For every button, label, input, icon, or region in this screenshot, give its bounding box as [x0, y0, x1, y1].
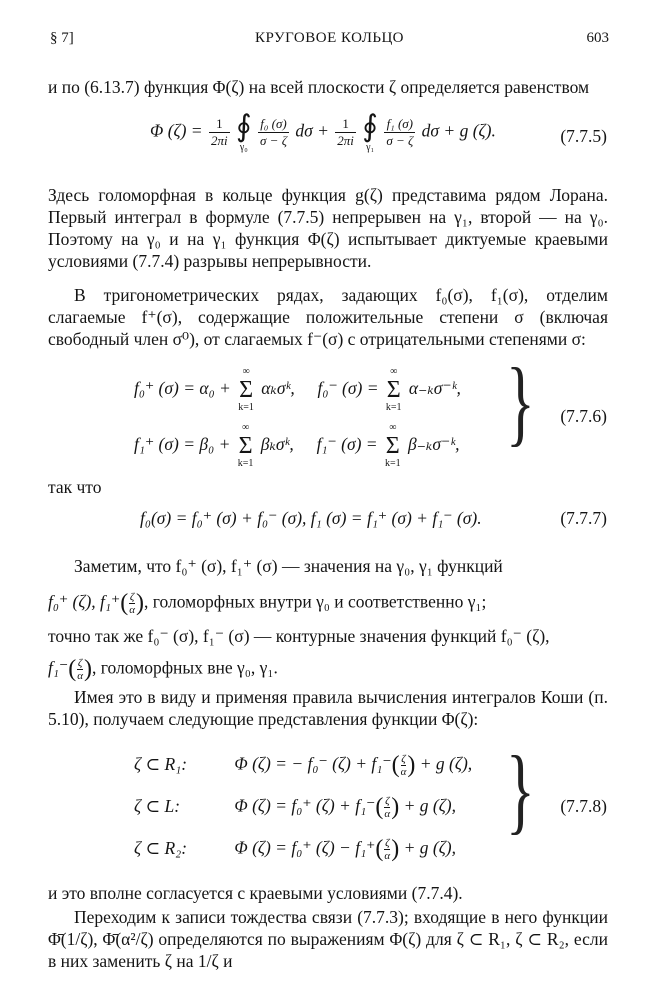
denominator: α — [77, 670, 83, 682]
paragraph-note-line1: Заметим, что f₀⁺ (σ), f₁⁺ (σ) — значения на γ₀, γ₁ функций — [74, 556, 503, 576]
eq-term: f₀⁻ (σ) = — [317, 378, 379, 399]
equation-7-7-8-line1: ζ ⊂ R₁: Φ (ζ) = − f₀⁻ (ζ) + f₁⁻( $\frac{\zeta}{\alpha}) + g$ (ζ), — [134, 752, 473, 778]
fraction-zeta-alpha — [129, 591, 135, 616]
page-number: 603 — [586, 30, 609, 46]
fraction-zeta-alpha — [401, 753, 407, 778]
fraction-zeta-alpha — [384, 795, 390, 820]
eq-term: f₁⁻ (σ) = — [316, 434, 378, 455]
eq-term: f₁⁺ (σ) = β₀ + — [134, 434, 231, 455]
eq-term: αₖσᵏ, — [261, 378, 295, 399]
fraction — [258, 116, 289, 149]
sum-operator — [238, 366, 254, 414]
contour-label: γ₁ — [366, 142, 375, 153]
numerator: f₀ (σ) — [258, 116, 289, 133]
fraction — [384, 116, 415, 149]
sigma: Σ — [239, 377, 254, 403]
paragraph-note-line2: f₀⁺ (ζ), f₁⁺( $\frac{\zeta}{\alpha}$), голоморфных внутри γ₀ и соответственно γ₁; — [48, 590, 487, 616]
sum-lower: k=1 — [385, 402, 402, 413]
sum-lower: k=1 — [238, 402, 254, 413]
equation-7-7-8-line3: ζ ⊂ R₂: Φ (ζ) = f₀⁺ (ζ) − f₁⁺( $\frac{\zeta}{\alpha}) + g$ (ζ), — [134, 836, 457, 862]
inline-text: , голоморфных вне γ₀, γ₁. — [91, 657, 278, 678]
denominator: σ − ζ — [260, 133, 287, 148]
right-brace: } — [506, 737, 535, 843]
numerator: 1 — [335, 116, 356, 133]
inline-text: , голоморфных внутри γ₀ и соответственно γ₁; — [144, 591, 487, 612]
fraction-zeta-alpha — [384, 837, 390, 862]
integral-sign: ∮ — [362, 110, 378, 143]
fraction — [209, 116, 230, 149]
contour-label: γ₀ — [239, 142, 248, 153]
equation-7-7-7: f₀(σ) = f₀⁺ (σ) + f₀⁻ (σ), f₁ (σ) = f₁⁺ (σ) + f₁⁻ (σ). — [140, 508, 482, 528]
sum-operator — [385, 422, 401, 470]
eq-term: Φ (ζ) = f₀⁺ (ζ) − f₁⁺ — [234, 837, 376, 858]
sum-upper: ∞ — [242, 422, 250, 433]
paragraph-consistent: и это вполне согласуется с краевыми условиями (7.7.4). — [48, 883, 463, 903]
sum-upper: ∞ — [242, 366, 250, 377]
paragraph-note-line4: f₁⁻( $\frac{\zeta}{\alpha}$), голоморфных вне γ₀, γ₁. — [48, 656, 278, 682]
inline-formula: f₁⁻ — [48, 657, 69, 678]
domain-condition: ζ ⊂ R₁: — [134, 753, 188, 774]
denominator: α — [384, 808, 391, 820]
sum-upper: ∞ — [390, 366, 398, 377]
paragraph-so-that: так что — [48, 477, 102, 497]
equation-number: (7.7.5) — [560, 126, 607, 146]
numerator: ζ — [129, 591, 135, 603]
eq-term: Φ (ζ) = − f₀⁻ (ζ) + f₁⁻ — [234, 753, 392, 774]
denominator: α — [129, 604, 136, 616]
numerator: ζ — [385, 837, 390, 849]
sigma: Σ — [238, 433, 253, 459]
section-marker: § 7] — [50, 30, 74, 46]
sum-operator — [238, 422, 254, 470]
eq-term: + g (ζ), — [403, 795, 457, 816]
eq-term: β₋ₖσ⁻ᵏ, — [407, 434, 460, 455]
right-brace: } — [506, 349, 535, 455]
inline-formula: f₀⁺ (ζ), f₁⁺ — [48, 591, 121, 612]
equation-7-7-6-line1 — [134, 366, 461, 414]
paragraph-note-line3: точно так же f₀⁻ (σ), f₁⁻ (σ) — контурные значения функций f₀⁻ (ζ), — [48, 626, 550, 646]
numerator: ζ — [401, 753, 406, 765]
denominator: 2πi — [211, 133, 228, 148]
eq-term: α₋ₖσ⁻ᵏ, — [408, 378, 461, 399]
equation-number: (7.7.6) — [560, 406, 607, 426]
sigma: Σ — [385, 433, 400, 459]
running-title: КРУГОВОЕ КОЛЬЦО — [255, 30, 404, 46]
eq-term: Φ (ζ) = f₀⁺ (ζ) + f₁⁻ — [234, 795, 376, 816]
equation-number: (7.7.8) — [560, 796, 607, 816]
eq-lhs: Φ (ζ) = — [150, 120, 203, 141]
integral-sign: ∮ — [236, 110, 252, 143]
contour-integral — [236, 112, 252, 153]
equation-number: (7.7.7) — [560, 508, 607, 528]
numerator: f₁ (σ) — [384, 116, 415, 133]
domain-condition: ζ ⊂ L: — [134, 795, 181, 816]
paragraph-identity: Переходим к записи тождества связи (7.7.3); входящие в него функции Φ̄(1/ζ), Φ̄(α²/ζ) определяются по выражениям Φ(ζ) для ζ ⊂ R₁, ζ ⊂ R₂, если в них заменить ζ на 1/ζ и — [48, 907, 608, 971]
paragraph-series: В тригонометрических рядах, задающих f₀(σ), f₁(σ), отделим слагаемые f⁺(σ), содержащие положительные степени σ (включая свободный член σ⁰), от слагаемых f⁻(σ) с отрицательными степенями σ: — [48, 285, 608, 349]
paragraph-cauchy: Имея это в виду и применяя правила вычисления интегралов Коши (п. 5.10), получаем следующие представления функции Φ(ζ): — [48, 687, 608, 729]
numerator: ζ — [77, 657, 83, 669]
contour-integral — [362, 112, 378, 153]
paragraph-laurent: Здесь голоморфная в кольце функция g(ζ) представима рядом Лорана. Первый интеграл в формуле (7.7.5) непрерывен на γ₁, второй — на γ₀. Поэтому на γ₀ и на γ₁ функция Φ(ζ) испытывает диктуемые краевыми условиями (7.7.4) разрывы непрерывности. — [48, 185, 608, 271]
denominator: α — [400, 766, 407, 778]
sum-lower: k=1 — [384, 458, 401, 469]
numerator: 1 — [209, 116, 230, 133]
eq-term: dσ + g (ζ). — [421, 120, 496, 141]
eq-term: f₀⁺ (σ) = α₀ + — [134, 378, 231, 399]
denominator: α — [384, 850, 391, 862]
domain-condition: ζ ⊂ R₂: — [134, 837, 188, 858]
sum-operator — [386, 366, 402, 414]
sigma: Σ — [386, 377, 401, 403]
equation-7-7-6-line2 — [134, 422, 460, 470]
denominator: 2πi — [337, 133, 354, 148]
sum-lower: k=1 — [237, 458, 254, 469]
sum-upper: ∞ — [389, 422, 397, 433]
paragraph-intro: и по (6.13.7) функция Φ(ζ) на всей плоскости ζ определяется равенством — [48, 77, 590, 97]
eq-term: + g (ζ), — [403, 837, 457, 858]
fraction — [335, 116, 356, 149]
eq-term: + g (ζ), — [419, 753, 473, 774]
equation-7-7-5 — [150, 112, 496, 153]
fraction-zeta-alpha — [77, 657, 83, 682]
equation-7-7-8-line2: ζ ⊂ L: Φ (ζ) = f₀⁺ (ζ) + f₁⁻( $\frac{\zeta}{\alpha}) + g$ (ζ), — [134, 794, 457, 820]
numerator: ζ — [385, 795, 390, 807]
eq-term: βₖσᵏ, — [260, 434, 294, 455]
denominator: σ − ζ — [386, 133, 414, 148]
eq-term: dσ + — [295, 120, 329, 141]
